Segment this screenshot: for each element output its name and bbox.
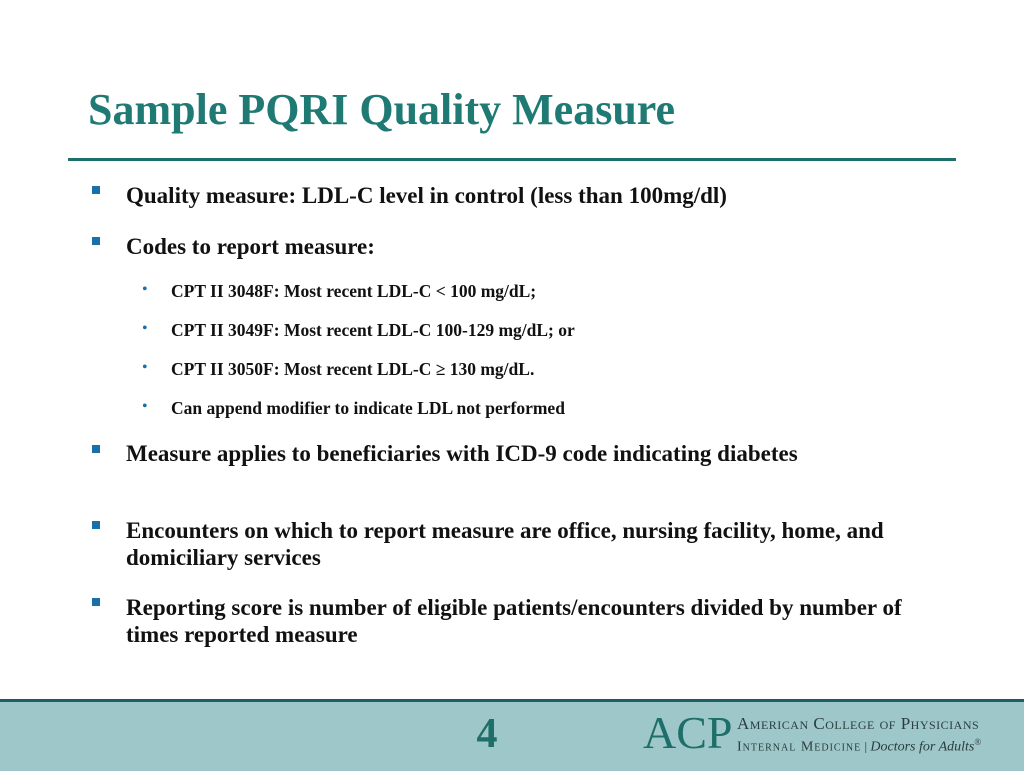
registered-mark: ® xyxy=(974,737,982,747)
tagline-internal-medicine: Internal Medicine xyxy=(737,739,862,755)
round-bullet-icon: • xyxy=(142,281,148,298)
acp-logo-mark: ACP xyxy=(643,707,733,758)
sub-bullet-item: CPT II 3048F: Most recent LDL-C < 100 mg/dL; xyxy=(171,281,537,301)
square-bullet-icon xyxy=(92,445,100,453)
sub-bullet-item: CPT II 3050F: Most recent LDL-C ≥ 130 mg/dL. xyxy=(171,359,535,379)
slide-title: Sample PQRI Quality Measure xyxy=(88,85,676,134)
organization-tagline xyxy=(737,737,981,755)
bullet-item: Encounters on which to report measure are office, nursing facility, home, and domiciliary services xyxy=(126,518,884,570)
round-bullet-icon: • xyxy=(142,359,148,376)
bullet-item: Measure applies to beneficiaries with ICD-9 code indicating diabetes xyxy=(126,441,798,466)
title-divider xyxy=(68,158,956,161)
tagline-doctors-for-adults: Doctors for Adults xyxy=(870,739,975,755)
square-bullet-icon xyxy=(92,186,100,194)
square-bullet-icon xyxy=(92,521,100,529)
organization-name: American College of Physicians xyxy=(737,714,980,733)
round-bullet-icon: • xyxy=(142,320,148,337)
round-bullet-icon: • xyxy=(142,398,148,415)
sub-bullet-item: CPT II 3049F: Most recent LDL-C 100-129 mg/dL; or xyxy=(171,320,575,340)
square-bullet-icon xyxy=(92,598,100,606)
bullet-item: Reporting score is number of eligible patients/encounters divided by number of times reported measure xyxy=(126,595,902,647)
slide-footer xyxy=(0,699,1024,771)
sub-bullet-item: Can append modifier to indicate LDL not performed xyxy=(171,398,565,418)
page-number: 4 xyxy=(476,711,498,757)
tagline-separator: | xyxy=(864,738,868,754)
bullet-item: Codes to report measure: xyxy=(126,234,375,259)
bullet-item: Quality measure: LDL-C level in control (less than 100mg/dl) xyxy=(126,183,727,208)
square-bullet-icon xyxy=(92,237,100,245)
